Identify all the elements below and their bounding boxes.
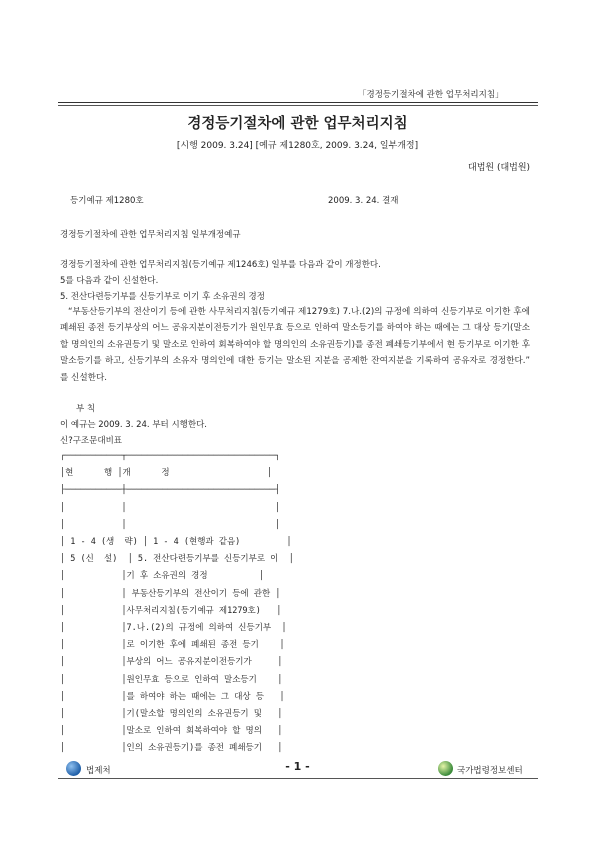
table-row: │ │ 부동산등기부의 전산이기 등에 관한 │ [60,588,281,599]
table-row: │ │사무처리지침(등기예규 제1279호) │ [60,605,282,616]
footer-left-brand: 법제처 [86,766,111,776]
issuer: 대법원 (대법원) [468,163,531,173]
amendment-paragraph: “부동산등기부의 전산이기 등에 관한 사무처리지침(등기예규 제1279호) 7.나.(2)의 규정에 의하여 신등기부로 이기한 후에 폐쇄된 종전 등기부상의 어느 공유지분이전등기가 원인무효 등으로 인하여 말소등기를 하여야 하는 때에는 그 대상 등기(말소할 명의인의 소유권등기 및 말소로 인하여 회복하여야 할 명의인의 소유권등기)를 종전 폐쇄등기부에서 현 등기부로 이기한 후 말소등기를 하고, 신등기부의 소유자 명의인에 대한 등기는 말소된 지분을 공제한 잔여지분을 기록하여 공유자로 경정한다.” 를 신설한다. [60,307,530,383]
header-rule-thin [58,105,538,106]
table-row: │ │7.나.(2)의 규정에 의하여 신등기부 │ [60,623,287,634]
footer-right-brand: 국가법령정보센터 [457,766,523,776]
footer-rule [58,778,538,779]
table-row: │ │로 이기한 후에 폐쇄된 종전 등기 │ [60,640,285,651]
running-header: 「경정등기절차에 관한 업무처리지침」 [358,90,504,100]
table-row: │ │ │ [60,502,281,513]
effective-date: 이 예규는 2009. 3. 24. 부터 시행한다. [60,420,207,430]
subject-line: 경정등기절차에 관한 업무처리지침 일부개정예규 [60,230,241,240]
table-row: │ │기 후 소유권의 경정 │ [60,571,264,582]
table-row: │ 5 (신 설) │ 5. 전산다련등기부를 신등기부로 이 │ [60,554,294,565]
table-row: │ │기(말소할 명의인의 소유권등기 및 │ [60,709,283,720]
law-center-logo-icon [438,761,453,776]
table-row: ┌───────────┬─────────────────────────────┐ [60,451,281,461]
table-row: │ 1 - 4 (생 략) │ 1 - 4 (현행과 같음) │ [60,537,292,548]
table-row: ├───────────┼─────────────────────────────┤ [60,485,281,496]
table-row: │ │인의 소유권등기)를 종전 폐쇄등기 │ [60,743,283,754]
document-title: 경정등기절차에 관한 업무처리지침 [187,116,408,132]
table-row: │ │를 하여야 하는 때에는 그 대상 등 │ [60,691,285,702]
decision-date: 2009. 3. 24. 결재 [328,196,399,206]
table-caption: 신?구조문대비표 [60,436,122,446]
table-row: │ │원인무효 등으로 인하여 말소등기 │ [60,674,283,685]
appendix-label: 부 칙 [76,404,96,414]
body-line-3: 5. 전산다련등기부를 신등기부로 이기 후 소유권의 경정 [60,292,265,302]
revision-line: [시행 2009. 3.24] [예규 제1280호, 2009. 3.24, 일부개정] [176,141,419,151]
body-line-2: 5를 다음과 같이 신설한다. [60,276,159,286]
page-number: - 1 - [285,760,310,773]
body-line-1: 경정등기절차에 관한 업무처리지침(등기예규 제1246호) 일부를 다음과 같이 개정한다. [60,260,381,270]
header-rule-thick [58,102,538,103]
doc-number: 등기예규 제1280호 [70,196,144,206]
table-row: │ │부상의 어느 공유지분이전등기가 │ [60,657,283,668]
table-row: │ │말소로 인하여 회복하여야 할 명의 │ [60,726,283,737]
comparison-table [60,448,294,758]
table-row: │ │ │ [60,519,281,530]
table-row: │현 행 │개 정 │ [60,468,272,479]
